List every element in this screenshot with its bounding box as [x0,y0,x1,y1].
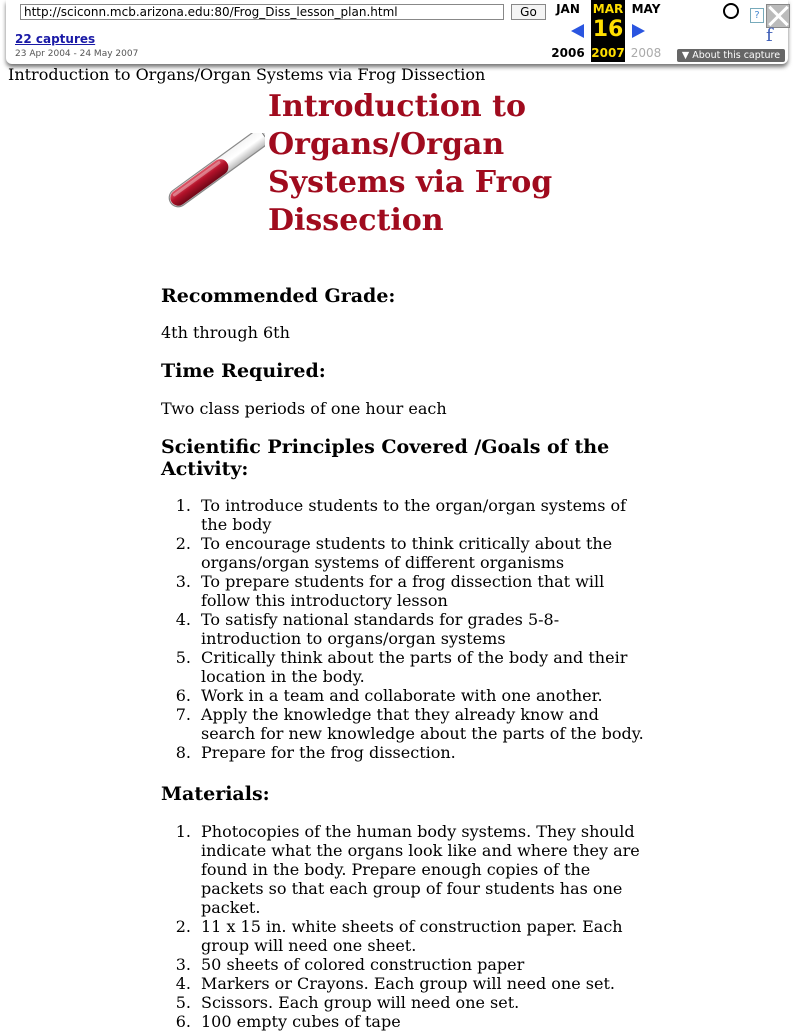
list-item: 1. To introduce students to the organ/organ systems of the body [175,496,627,534]
list-item-text: To encourage students to think critically about the organs/organ systems of different organisms [201,534,613,572]
current-day-label: 16 [592,17,624,42]
list-item-text: Markers or Crayons. Each group will need one set. [201,974,615,993]
list-item-text: Prepare for the frog dissection. [201,743,456,762]
circle-icon[interactable] [723,3,739,19]
document-title-text: Introduction to Organs/Organ Systems via Frog Dissection [8,65,486,84]
captures-link[interactable]: 22 captures [15,32,96,46]
list-item: 6. Work in a team and collaborate with one another. [175,686,603,705]
list-item: 3. 50 sheets of colored construction paper [175,955,525,974]
current-month-label: MAR [592,2,624,16]
current-month-column [589,0,627,60]
previous-year-label[interactable]: 2006 [551,46,585,60]
list-item: 1. Photocopies of the human body systems. They should indicate what the organs look like and where they are found in the body. Prepare enough copies of the packets so that each group of four students has one packet. [175,822,640,917]
current-year-label: 2007 [591,46,625,60]
list-item: 4. Markers or Crayons. Each group will need one set. [175,974,615,993]
page-title: Introduction to Organs/Organ Systems via Frog Dissection [268,89,553,238]
wayback-toolbar [6,0,788,64]
list-item-text: 100 empty cubes of tape [201,1012,401,1031]
list-item-text: Critically think about the parts of the body and their location in the body. [201,648,628,686]
list-item: 6. 100 empty cubes of tape [175,1012,401,1031]
time-text: Two class periods of one hour each [161,399,447,418]
list-item-text: To introduce students to the organ/organ systems of the body [201,496,627,534]
grade-text: 4th through 6th [161,323,290,342]
previous-month-label[interactable]: JAN [556,2,580,16]
capture-date-range: 23 Apr 2004 - 24 May 2007 [15,49,139,59]
materials-heading: Materials: [161,783,270,805]
list-item: 3. To prepare students for a frog dissection that will follow this introductory lesson [175,572,605,610]
list-item-text: To satisfy national standards for grades 5-8- introduction to organs/organ systems [201,610,560,648]
list-item: 2. 11 x 15 in. white sheets of construction paper. Each group will need one sheet. [175,917,623,955]
list-item-text: 11 x 15 in. white sheets of construction paper. Each group will need one sheet. [201,917,623,955]
list-item: 2. To encourage students to think critically about the organs/organ systems of different organisms [175,534,613,572]
list-item: 7. Apply the knowledge that they already know and search for new knowledge about the parts of the body. [175,705,644,743]
hero-header [161,88,651,270]
list-item-text: 50 sheets of colored construction paper [201,955,525,974]
list-item: 4. To satisfy national standards for grades 5-8- introduction to organs/organ systems [175,610,560,648]
previous-month-column[interactable] [549,0,587,60]
help-icon[interactable]: ? [750,8,764,23]
list-item: 8. Prepare for the frog dissection. [175,743,456,762]
next-month-label[interactable]: MAY [631,2,661,16]
lesson-content [161,88,651,1031]
next-capture-arrow-icon[interactable] [632,24,645,38]
test-tube-icon [163,133,265,213]
go-button[interactable]: Go [511,4,546,20]
about-capture-button[interactable]: ▼ About this capture [677,49,785,62]
previous-capture-arrow-icon[interactable] [571,24,584,38]
list-item-text: To prepare students for a frog dissection that will follow this introductory lesson [201,572,605,610]
next-year-label[interactable]: 2008 [630,46,662,60]
list-item: 5. Scissors. Each group will need one set. [175,993,520,1012]
grade-heading: Recommended Grade: [161,285,396,307]
list-item-text: Photocopies of the human body systems. They should indicate what the organs look like and where they are found in the body. Prepare enough copies of the packets so that each group of four students has one packet. [201,822,640,917]
list-item-text: Work in a team and collaborate with one another. [201,686,603,705]
next-month-column[interactable] [627,0,665,60]
time-heading: Time Required: [161,360,326,382]
goals-heading: Scientific Principles Covered /Goals of the Activity: [161,436,610,480]
list-item-text: Scissors. Each group will need one set. [201,993,520,1012]
list-item: 5. Critically think about the parts of the body and their location in the body. [175,648,628,686]
url-input[interactable] [20,4,504,20]
facebook-icon[interactable]: f [766,25,773,46]
materials-list [161,822,651,1031]
list-item-text: Apply the knowledge that they already know and search for new knowledge about the parts of the body. [201,705,644,743]
goals-list [161,496,651,762]
